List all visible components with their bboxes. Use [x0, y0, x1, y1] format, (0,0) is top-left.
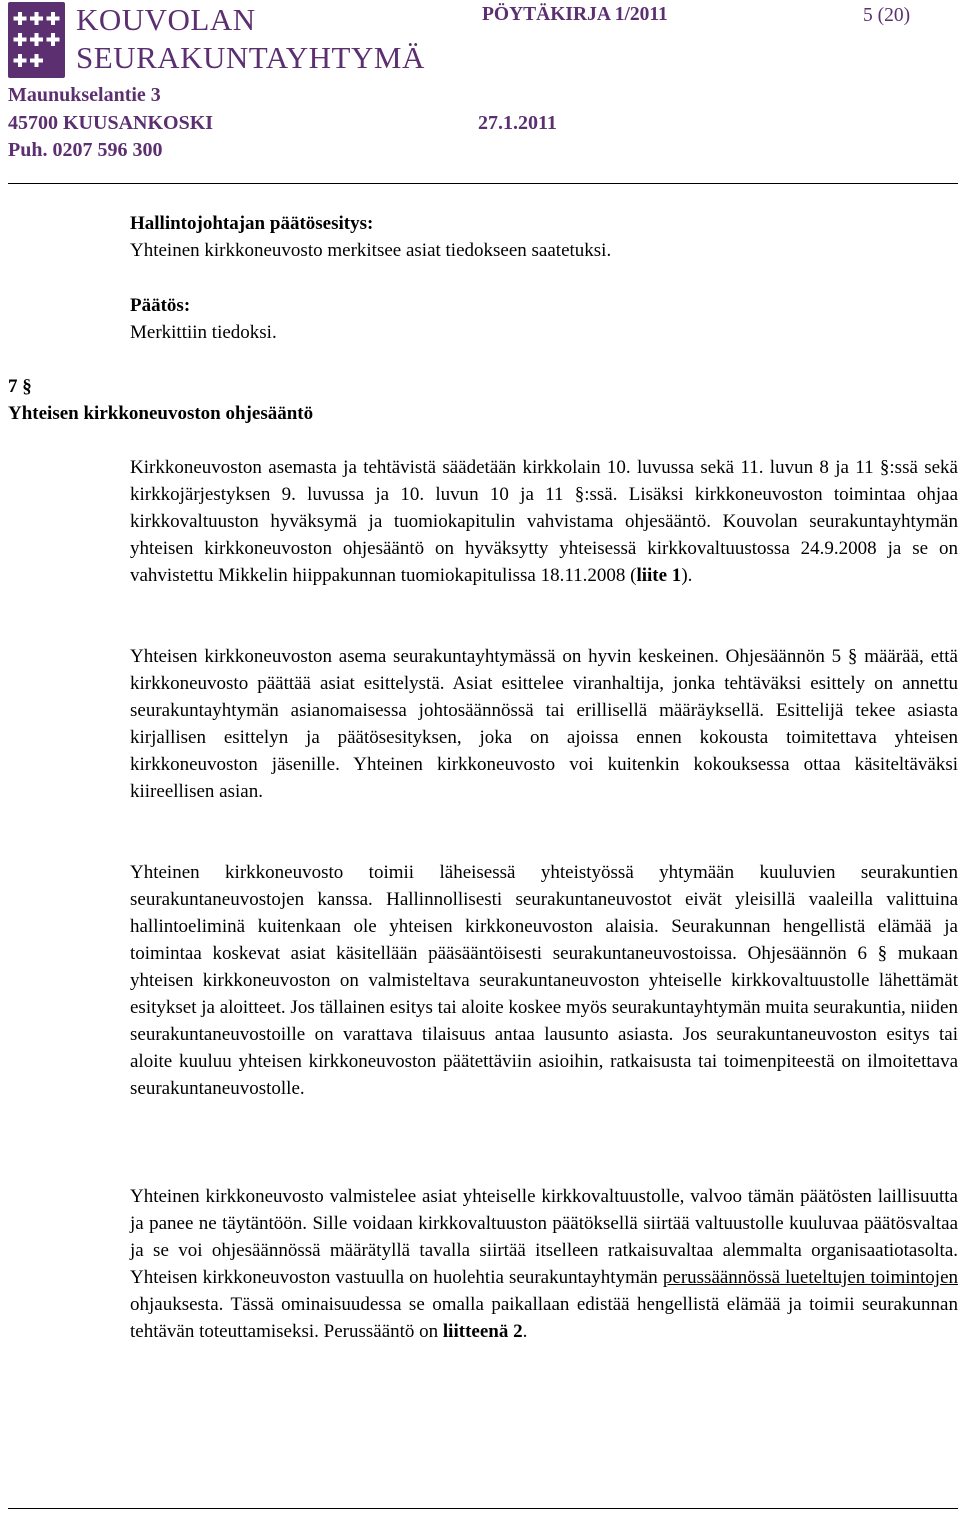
page-number: 5 (20) — [863, 5, 911, 26]
section-number: 7 § — [8, 376, 32, 397]
address-city: 45700 KUUSANKOSKI — [8, 112, 214, 134]
decision-heading: Päätös: — [130, 295, 191, 316]
paragraph-duties-text-cont: ohjauksesta. Tässä ominaisuudessa se omalla paikallaan edistää hengellistä elämää ja toimii seurakunnan tehtävän toteuttamiseksi. Perussääntö on — [130, 1294, 958, 1342]
organization-name-line2: SEURAKUNTAYHTYMÄ — [76, 40, 425, 75]
phone-number: Puh. 0207 596 300 — [8, 139, 163, 161]
paragraph-duties — [130, 1183, 958, 1345]
paragraph-duties-text: Yhteinen kirkkoneuvosto valmistelee asiat yhteiselle kirkkovaltuustolle, valvoo tämän päätösten laillisuutta ja panee ne täytäntöön. Sille voidaan kirkkovaltuuston päätöksellä siirtää valtuustolle kuuluvaa päätösvaltaa ja se voi ohjesäännössä määrätyllä tavalla siirtää itselleen ratkaisuvaltaa alemmalta organisaatiotasolta. Yhteisen kirkkoneuvoston vastuulla on huolehtia seurakuntayhtymän — [130, 1186, 958, 1288]
paragraph-legal-basis-end: ). — [681, 565, 693, 586]
footer-divider — [8, 1508, 958, 1509]
organization-logo — [8, 2, 65, 78]
organization-name-line1: KOUVOLAN — [76, 2, 256, 37]
organization-name — [76, 1, 425, 77]
paragraph-duties-end: . — [522, 1321, 528, 1342]
meeting-date: 27.1.2011 — [478, 112, 557, 134]
cross-emblem-icon — [8, 2, 65, 78]
proposal-heading: Hallintojohtajan päätösesitys: — [130, 213, 374, 234]
decision-text: Merkittiin tiedoksi. — [130, 322, 277, 343]
bylaws-functions-link[interactable]: perussäännössä lueteltujen toimintojen — [662, 1267, 959, 1288]
proposal-text: Yhteinen kirkkoneuvosto merkitsee asiat tiedokseen saatetuksi. — [130, 240, 612, 261]
paragraph-legal-basis — [130, 454, 958, 589]
attachment-2-reference: liitteenä 2 — [442, 1321, 523, 1342]
paragraph-legal-basis-text: Kirkkoneuvoston asemasta ja tehtävistä säädetään kirkkolain 10. luvussa sekä 11. luvun 8 ja 11 §:ssä sekä kirkkojärjestyksen 9. luvussa ja 10. luvun 10 ja 11 §:ssä. Lisäksi kirkkoneuvoston toimintaa ohjaa kirkkovaltuuston hyväksymä ja tuomiokapitulin vahvistama ohjesääntö. Kouvolan seurakuntayhtymän yhteisen kirkkoneuvoston ohjesääntö on hyväksytty yhteisessä kirkkovaltuustossa 24.9.2008 ja se on vahvistettu Mikkelin hiippakunnan tuomiokapitulissa 18.11.2008 ( — [130, 457, 958, 586]
section-title: Yhteisen kirkkoneuvoston ohjesääntö — [8, 403, 314, 424]
address-street: Maunukselantie 3 — [8, 84, 161, 106]
document-title: PÖYTÄKIRJA 1/2011 — [482, 4, 668, 25]
paragraph-cooperation: Yhteinen kirkkoneuvosto toimii läheisessä yhteistyössä yhtymään kuuluvien seurakuntien seurakuntaneuvostojen kanssa. Hallinnollisesti seurakuntaneuvostot eivät yleisillä vaaleilla valittuina hallintoeliminä kuitenkaan ole yhteisen kirkkoneuvoston alaisia. Seurakunnan hengellistä elämää ja toimintaa koskevat asiat käsitellään pääsääntöisesti seurakuntaneuvostoissa. Ohjesäännön 6 § mukaan yhteisen kirkkoneuvoston on valmisteltava seurakuntaneuvoston yhteiselle kirkkovaltuustolle lähettämät esitykset ja aloitteet. Jos tällainen esitys tai aloite koskee myös seurakuntayhtymän muita seurakuntia, niiden seurakuntaneuvostoille on varattava tilaisuus antaa lausunto asiasta. Jos seurakuntaneuvoston esitys tai aloite kuuluu yhteisen kirkkoneuvoston päätettäviin asioihin, ratkaisusta tai toimenpiteestä on ilmoitettava seurakuntaneuvostolle. — [130, 862, 958, 1099]
header-divider — [8, 183, 958, 184]
attachment-1-reference: liite 1 — [636, 565, 682, 586]
paragraph-council-position: Yhteisen kirkkoneuvoston asema seurakuntayhtymässä on hyvin keskeinen. Ohjesäännön 5 § määrää, että kirkkoneuvosto päättää asiat esittelystä. Asiat esittelee viranhaltija, jonka tehtäväksi esittely on annettu seurakuntayhtymän asianomaisessa johtosäännössä tai erillisellä määräyksellä. Esittelijä tekee asiasta kirjallisen esittelyn ja päätösesityksen, joka on ajoissa ennen kokousta toimitettava yhteisen kirkkoneuvoston jäsenille. Yhteinen kirkkoneuvosto voi kuitenkin kokouksessa ottaa käsiteltäväksi kiireellisen asian. — [130, 646, 958, 802]
